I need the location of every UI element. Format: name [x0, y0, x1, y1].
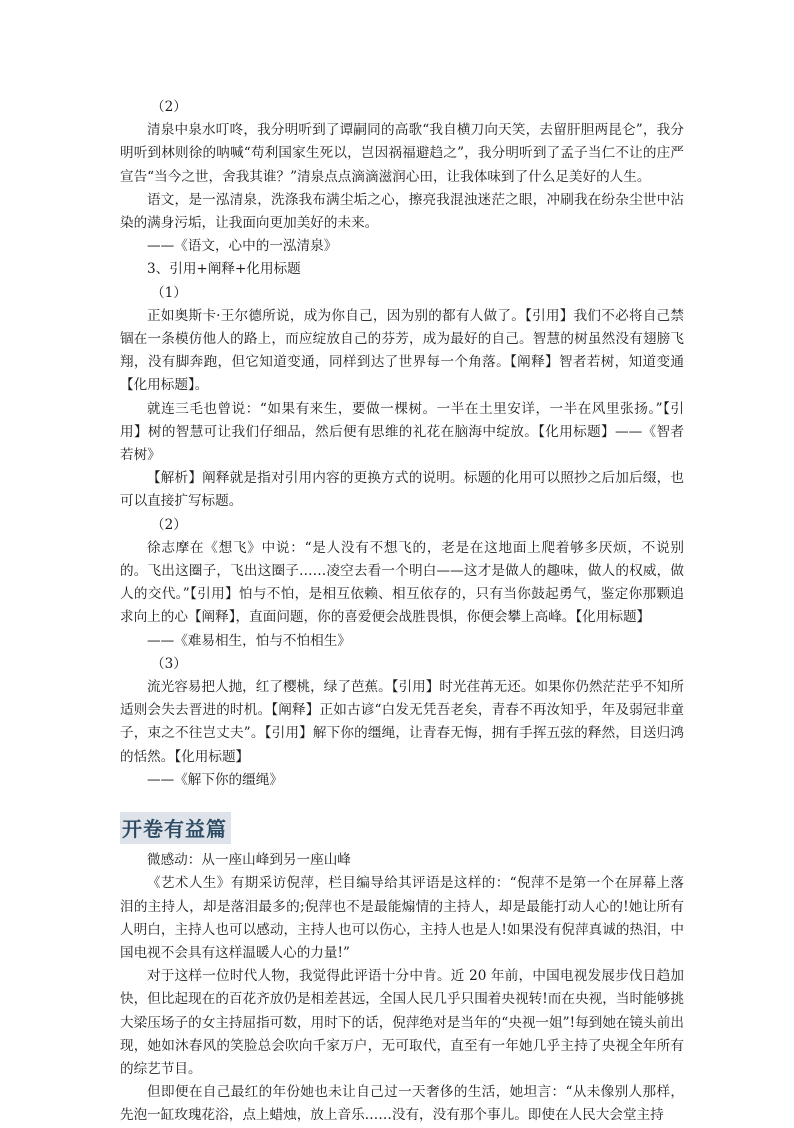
item-label: （1） [151, 284, 187, 301]
section-title: 开卷有益篇 [120, 812, 231, 844]
analysis-paragraph: 【解析】阐释就是指对引用内容的更换方式的说明。标题的化用可以照抄之后加后缀，也可以直接扩写标题。 [120, 470, 684, 510]
paragraph: 《艺术人生》有期采访倪萍，栏目编导给其评语是这样的：“倪萍不是第一个在屏幕上落泪的主持人，却是落泪最多的;倪萍也不是最能煽情的主持人，却是最能打动人心的!她让所有人明白，主持人也可以感动，主持人也可以伤心，主持人也是人!如果没有倪萍真诚的热泪，中国电视不会具有这样温暖人心的力量!” [120, 875, 684, 961]
item-label: （2） [151, 99, 187, 115]
essay-title-signature: ——《语文，心中的一泓清泉》 [147, 238, 338, 255]
paragraph: 徐志摩在《想飞》中说：“是人没有不想飞的，老是在这地面上爬着够多厌烦，不说别的。飞出这圈子，飞出这圈子……凌空去看一个明白——这才是做人的趣味，做人的权威，做人的交代。”【引用】怕与不怕，是相互依赖、相互依存的，只有当你鼓起勇气，鉴定你那颗追求向上的心【阐释】，直面问题，你的喜爱便会战胜畏惧，你便会攀上高峰。【化用标题】 [120, 539, 684, 626]
page-content [120, 96, 684, 1128]
item-label: （2） [151, 516, 187, 533]
method-heading: 3、引用+阐释+化用标题 [147, 261, 301, 278]
paragraph: 就连三毛也曾说：“如果有来生，要做一棵树。一半在土里安详，一半在风里张扬。”【引用】树的智慧可让我们仔细品，然后便有思维的礼花在脑海中绽放。【化用标题】——《智者若树》 [120, 400, 684, 464]
essay-title-signature: ——《解下你的缰绳》 [147, 771, 283, 788]
paragraph: 对于这样一位时代人物，我觉得此评语十分中肯。近 20 年前，中国电视发展步伐日趋加快，但比起现在的百花齐放仍是相差甚远，全国人民几乎只围着央视转!而在央视，当时能够挑大梁压场子的女主持屈指可数，用时下的话，倪萍绝对是当年的“央视一姐”!每到她在镜头前出现，她如沐春风的笑脸总会吹向千家万户，无可取代，直至有一年她几乎主持了央视全年所有的综艺节目。 [120, 968, 684, 1077]
paragraph: 流光容易把人抛，红了樱桃，绿了芭蕉。【引用】时光荏苒无还。如果你仍然茫茫乎不知所适则会失去晋进的时机。【阐释】正如古谚“白发无凭吾老矣，青春不再汝知乎，年及弱冠非童子，束之不往岂丈夫”。【引用】解下你的缰绳，让青春无悔，拥有手挥五弦的释然，目送归鸿的恬然。【化用标题】 [120, 679, 684, 765]
paragraph: 正如奥斯卡·王尔德所说，成为你自己，因为别的都有人做了。【引用】我们不必将自己禁锢在一条模仿他人的路上，而应绽放自己的芬芳，成为最好的自己。智慧的树虽然没有翅膀飞翔，没有脚奔跑，但它知道变通，同样到达了世界每一个角落。【阐释】智者若树，知道变通【化用标题】。 [120, 307, 684, 394]
essay-title-signature: ——《难易相生，怕与不怕相生》 [147, 632, 351, 649]
paragraph: 但即便在自己最红的年份她也未让自己过一天奢侈的生活，她坦言：“从未像别人那样，先泡一缸玫瑰花浴，点上蜡烛，放上音乐……没有，没有那个事儿。即使在人民大会堂主持 [120, 1084, 684, 1124]
section-subheading: 微感动：从一座山峰到另一座山峰 [147, 852, 351, 869]
item-label: （3） [151, 655, 187, 672]
paragraph: 语文，是一泓清泉，洗涤我布满尘垢之心，擦亮我混浊迷茫之眼，冲刷我在纷杂尘世中沾染的满身污垢，让我面向更加美好的未来。 [120, 191, 684, 232]
paragraph: 清泉中泉水叮咚，我分明听到了谭嗣同的高歌“我自横刀向天笑，去留肝胆两昆仑”，我分明听到林则徐的呐喊“苟利国家生死以，岂因祸福避趋之”，我分明听到了孟子当仁不让的庄严宣告“当今之世，舍我其谁？”清泉点点滴滴滋润心田，让我体味到了什么足美好的人生。 [120, 122, 684, 185]
